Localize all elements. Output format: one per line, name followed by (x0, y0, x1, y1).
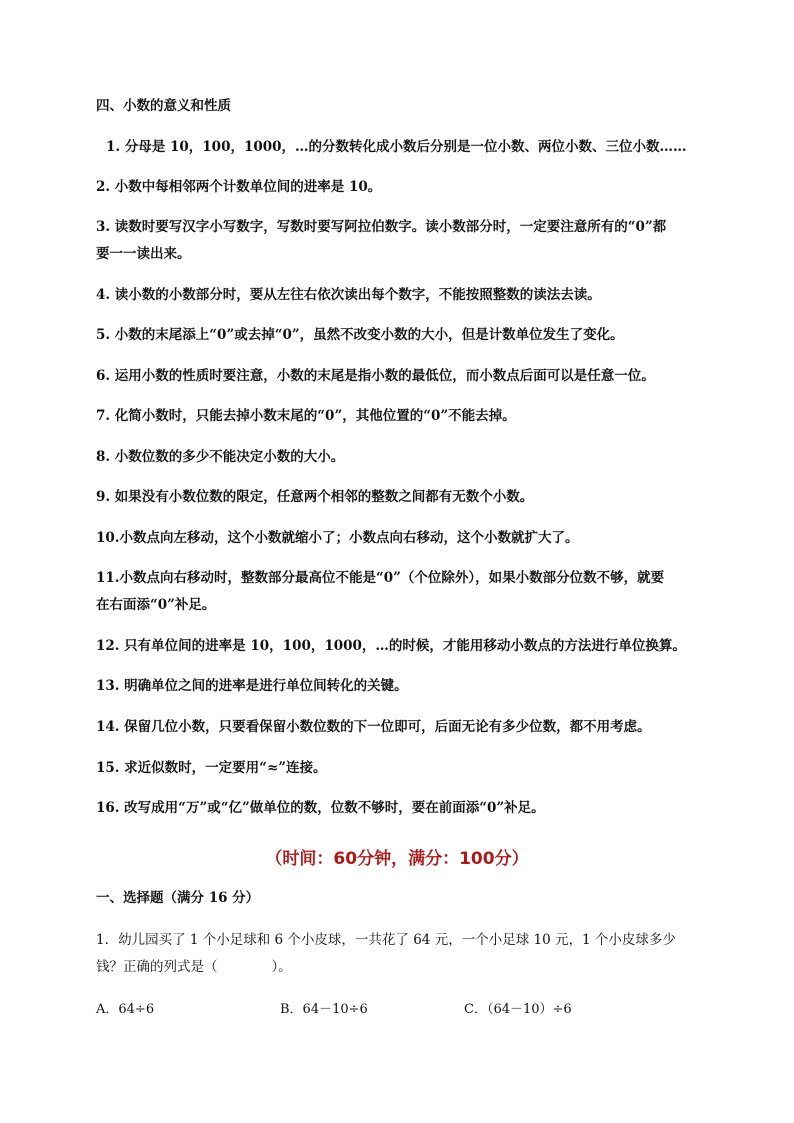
item-3-line2: 要一一读出来。 (96, 246, 191, 262)
section-title: 四、小数的意义和性质 (96, 98, 231, 114)
item-1: 1. 分母是 10，100，1000，…的分数转化成小数后分别是一位小数、两位小数、三位小数…… (106, 139, 687, 155)
item-2: 2. 小数中每相邻两个计数单位间的进率是 10。 (96, 179, 382, 195)
item-3-line1: 3. 读数时要写汉字小写数字，写数时要写阿拉伯数字。读小数部分时，一定要注意所有的“0”都 (96, 219, 667, 235)
item-7: 7. 化简小数时，只能去掉小数末尾的“0”，其他位置的“0”不能去掉。 (96, 408, 516, 424)
item-10: 10.小数点向左移动，这个小数就缩小了；小数点向右移动，这个小数就扩大了。 (96, 530, 579, 546)
option-b: B．64－10÷6 (280, 1002, 368, 1017)
item-6: 6. 运用小数的性质时要注意，小数的末尾是指小数的最低位，而小数点后面可以是任意一位。 (96, 368, 655, 384)
item-14: 14. 保留几位小数，只要看保留小数位数的下一位即可，后面无论有多少位数，都不用考虑。 (96, 719, 651, 735)
item-12: 12. 只有单位间的进率是 10，100，1000，…的时候，才能用移动小数点的方法进行单位换算。 (96, 638, 686, 654)
item-4: 4. 读小数的小数部分时，要从左往右依次读出每个数字，不能按照整数的读法去读。 (96, 287, 601, 303)
part-title: 一、选择题（满分 16 分） (96, 890, 260, 906)
question-1-line1: 1．幼儿园买了 1 个小足球和 6 个小皮球，一共花了 64 元，一个小足球 10 元，1 个小皮球多少 (96, 932, 676, 948)
option-c: C．（64－10）÷6 (464, 1002, 572, 1017)
option-a: A．64÷6 (96, 1002, 155, 1017)
item-16: 16. 改写成用“万”或“亿”做单位的数，位数不够时，要在前面添“0”补足。 (96, 800, 545, 816)
question-1-line2: 钱？正确的列式是（ ）。 (96, 959, 292, 975)
item-11-line1: 11.小数点向右移动时，整数部分最高位不能是“0”（个位除外），如果小数部分位数不够，就要 (96, 570, 665, 586)
item-11-line2: 在右面添“0”补足。 (96, 597, 216, 613)
exam-time-note: （时间：60分钟，满分：100分） (265, 849, 529, 869)
item-13: 13. 明确单位之间的进率是进行单位间转化的关键。 (96, 678, 408, 694)
item-9: 9. 如果没有小数位数的限定，任意两个相邻的整数之间都有无数个小数。 (96, 489, 534, 505)
item-5: 5. 小数的末尾添上“0”或去掉“0”，虽然不改变小数的大小，但是计数单位发生了变化。 (96, 327, 624, 343)
item-15: 15. 求近似数时，一定要用“≈”连接。 (96, 760, 327, 776)
item-8: 8. 小数位数的多少不能决定小数的大小。 (96, 449, 345, 465)
